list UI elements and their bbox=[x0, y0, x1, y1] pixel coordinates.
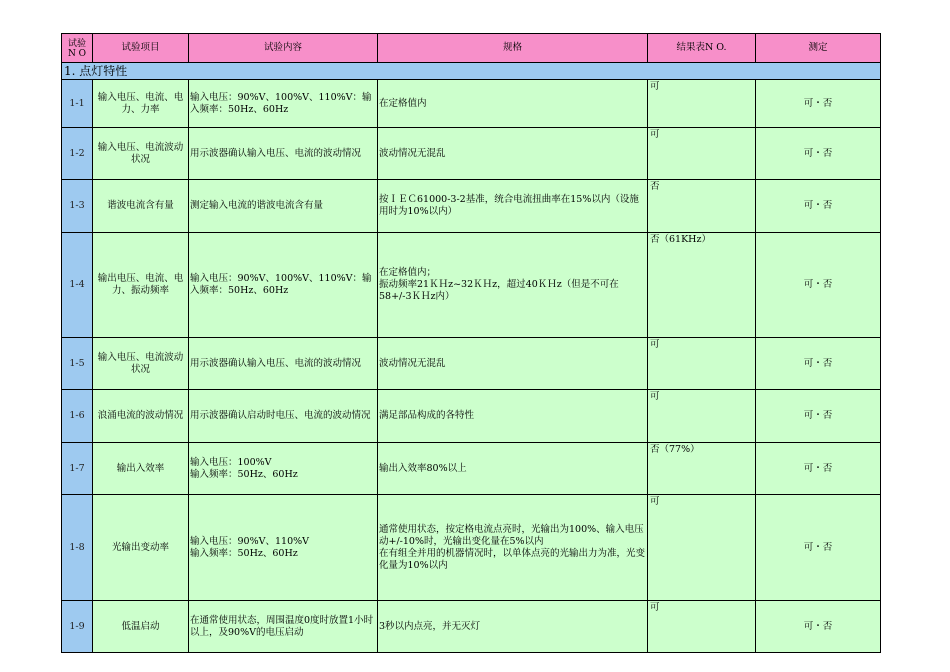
row-result: 可 bbox=[648, 601, 756, 653]
row-content: 用示波器确认输入电压、电流的波动情况 bbox=[189, 128, 378, 180]
table-row bbox=[62, 233, 881, 338]
row-no: 1-8 bbox=[62, 495, 93, 601]
row-spec: 输出入效率80%以上 bbox=[378, 443, 648, 495]
row-no: 1-6 bbox=[62, 390, 93, 443]
row-spec: 波动情况无混乱 bbox=[378, 338, 648, 390]
row-result: 可 bbox=[648, 390, 756, 443]
header-item: 试验项目 bbox=[93, 34, 189, 63]
row-judge: 可・否 bbox=[756, 443, 881, 495]
row-item: 输入电压、电流波动状况 bbox=[93, 338, 189, 390]
row-content: 用示波器确认输入电压、电流的波动情况 bbox=[189, 338, 378, 390]
row-content: 输入电压：90%V、100%V、110%V：输入频率：50Hz、60Hz bbox=[189, 80, 378, 128]
row-content: 输入电压：90%V、110%V 输入频率：50Hz、60Hz bbox=[189, 495, 378, 601]
row-spec: 3秒以内点亮，并无灭灯 bbox=[378, 601, 648, 653]
header-no: 试验 N O bbox=[62, 34, 93, 63]
row-item: 输入电压、电流波动状况 bbox=[93, 128, 189, 180]
header-judge: 测定 bbox=[756, 34, 881, 63]
row-item: 输出入效率 bbox=[93, 443, 189, 495]
table-row bbox=[62, 601, 881, 653]
header-result-no: 结果表N O. bbox=[648, 34, 756, 63]
row-result: 否（61KHz） bbox=[648, 233, 756, 338]
row-result: 可 bbox=[648, 495, 756, 601]
row-item: 光输出变动率 bbox=[93, 495, 189, 601]
row-spec: 波动情况无混乱 bbox=[378, 128, 648, 180]
row-item: 浪涌电流的波动情况 bbox=[93, 390, 189, 443]
table-row bbox=[62, 180, 881, 233]
header-content: 试验内容 bbox=[189, 34, 378, 63]
row-spec: 在定格值内； 振动频率21ＫＨz~32ＫＨz，超过40ＫＨz（但是不可在58+/-3ＫＨz内） bbox=[378, 233, 648, 338]
row-content: 在通常使用状态，周围温度0度时放置1小时以上，及90%V的电压启动 bbox=[189, 601, 378, 653]
row-judge: 可・否 bbox=[756, 180, 881, 233]
table-row bbox=[62, 495, 881, 601]
row-no: 1-4 bbox=[62, 233, 93, 338]
row-item: 输出电压、电流、电力、振动频率 bbox=[93, 233, 189, 338]
row-content: 测定输入电流的谐波电流含有量 bbox=[189, 180, 378, 233]
row-no: 1-5 bbox=[62, 338, 93, 390]
row-item: 谐波电流含有量 bbox=[93, 180, 189, 233]
row-spec: 满足部品构成的各特性 bbox=[378, 390, 648, 443]
row-judge: 可・否 bbox=[756, 390, 881, 443]
table-row bbox=[62, 390, 881, 443]
row-item: 低温启动 bbox=[93, 601, 189, 653]
row-spec: 按ＩＥＣ61000-3-2基准，统合电流扭曲率在15%以内（设施用时为10%以内） bbox=[378, 180, 648, 233]
header-row bbox=[62, 34, 881, 63]
test-spec-table bbox=[61, 33, 881, 653]
row-item: 输入电压、电流、电力、力率 bbox=[93, 80, 189, 128]
table-row bbox=[62, 128, 881, 180]
table-row bbox=[62, 80, 881, 128]
row-content: 输入电压：90%V、100%V、110%V：输入频率：50Hz、60Hz bbox=[189, 233, 378, 338]
row-no: 1-7 bbox=[62, 443, 93, 495]
row-spec: 在定格值内 bbox=[378, 80, 648, 128]
row-result: 否（77%） bbox=[648, 443, 756, 495]
row-result: 否 bbox=[648, 180, 756, 233]
row-judge: 可・否 bbox=[756, 495, 881, 601]
row-no: 1-1 bbox=[62, 80, 93, 128]
row-no: 1-3 bbox=[62, 180, 93, 233]
row-content: 输入电压：100%V 输入频率：50Hz、60Hz bbox=[189, 443, 378, 495]
row-judge: 可・否 bbox=[756, 338, 881, 390]
row-no: 1-9 bbox=[62, 601, 93, 653]
table-row bbox=[62, 443, 881, 495]
row-spec: 通常使用状态，按定格电流点亮时，光输出为100%、输入电压动+/-10%时，光输出变化量在5%以内 在有组全并用的机器情况时，以单体点亮的光输出力为准，光变化量为10%以内 bbox=[378, 495, 648, 601]
row-result: 可 bbox=[648, 128, 756, 180]
row-result: 可 bbox=[648, 338, 756, 390]
row-no: 1-2 bbox=[62, 128, 93, 180]
row-judge: 可・否 bbox=[756, 233, 881, 338]
section-title: 1. 点灯特性 bbox=[62, 63, 881, 80]
row-judge: 可・否 bbox=[756, 601, 881, 653]
row-judge: 可・否 bbox=[756, 80, 881, 128]
row-content: 用示波器确认启动时电压、电流的波动情况 bbox=[189, 390, 378, 443]
row-result: 可 bbox=[648, 80, 756, 128]
table-row bbox=[62, 338, 881, 390]
row-judge: 可・否 bbox=[756, 128, 881, 180]
header-spec: 规格 bbox=[378, 34, 648, 63]
